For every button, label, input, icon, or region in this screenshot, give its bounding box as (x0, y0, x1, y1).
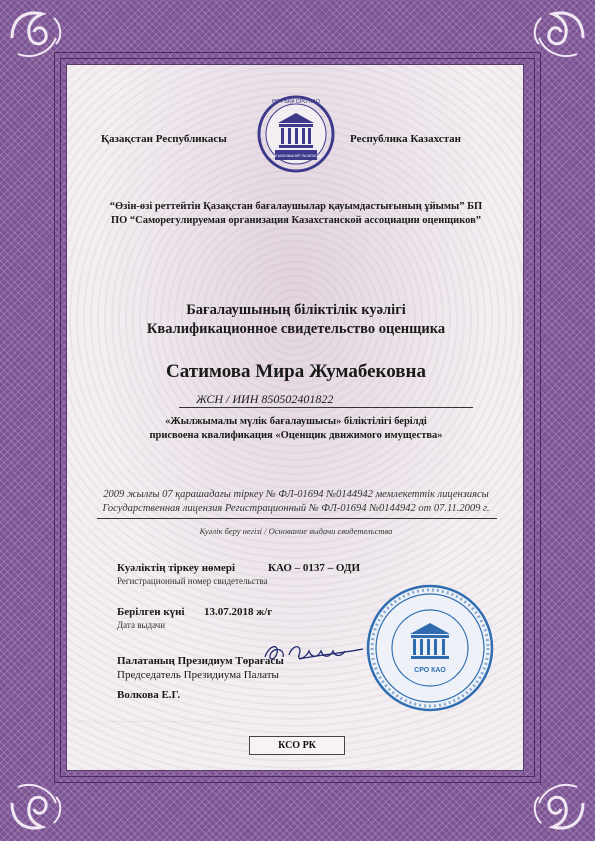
country-ru: Республика Казахстан (350, 133, 462, 145)
corner-ornament-top-right (535, 13, 583, 56)
license-underline (97, 518, 497, 519)
license-ru: Государственная лицензия Регистрационный № ФЛ-01694 №0144942 от 07.11.2009 г. (102, 503, 490, 514)
issue-date-label-ru: Дата выдачи (117, 620, 166, 630)
issue-date: 13.07.2018 ж/г (204, 606, 273, 618)
corner-ornament-bottom-right (535, 785, 583, 828)
issue-date-label-kz: Берілген күні (117, 606, 185, 618)
registration-number: КАО – 0137 – ОДИ (268, 562, 361, 574)
chairman-label-ru: Председатель Президиума Палаты (117, 669, 279, 681)
country-kz: Қазақстан Республикасы (101, 133, 227, 145)
corner-ornament-bottom-left (12, 785, 60, 828)
chairman-name: Волкова Е.Г. (117, 689, 181, 701)
iin-underline (179, 407, 473, 408)
certificate-body (66, 64, 524, 771)
chairman-signature (259, 635, 369, 671)
chairman-label-kz: Палатаның Президиум Төрағасы (117, 655, 284, 667)
organization-kz: “Өзін-өзі реттейтін Қазақстан бағалаушылар қауымдастығының ұйымы” БП (109, 201, 483, 212)
registration-label-ru: Регистрационный номер свидетельства (117, 576, 268, 586)
holder-iin: ЖСН / ИИН 850502401822 (196, 392, 334, 406)
license-kz: 2009 жылғы 07 қарашадағы тіркеу № ФЛ-01694 №0144942 мемлекеттік лицензиясы (103, 489, 489, 500)
corner-ornament-top-left (12, 13, 60, 56)
seal-center-text: СРО КАО (414, 667, 446, 674)
fine-print: · · · · · · · · · · · · · · · · · · · · · · · · · · · · · · · · · · · · · · · · · · · · · · · · · · · · · · · · · · · · · · · · · · · · · · · · · · · · · · · · (77, 720, 240, 724)
qualification-kz: «Жылжымалы мүлік бағалаушысы» біліктілігі берілді (165, 416, 427, 427)
title-ru: Квалификационное свидетельство оценщика (146, 321, 446, 337)
registration-label-kz: Куәліктің тіркеу нөмері (117, 562, 236, 574)
title-kz: Бағалаушының біліктілік куәлігі (186, 302, 406, 318)
holder-name: Сатимова Мира Жумабековна (166, 361, 426, 382)
issue-basis-label: Куәлік беру негізі / Основание выдачи свидетельства (199, 526, 393, 536)
organization-ru: ПО “Саморегулируемая организация Казахстанской ассоциации оценщиков” (110, 215, 482, 226)
qualification-ru: присвоена квалификация «Оценщик движимого имущества» (149, 430, 443, 441)
logo-bottom-text: БАҒАЛАУШЫЛАР ПАЛАТАСЫ (270, 154, 322, 158)
chamber-logo (257, 93, 335, 175)
footer-code: КСО РК (249, 736, 345, 755)
official-seal (364, 582, 496, 714)
logo-top-text: ӨРҰ БҚҰ СРО КАО (271, 99, 321, 105)
